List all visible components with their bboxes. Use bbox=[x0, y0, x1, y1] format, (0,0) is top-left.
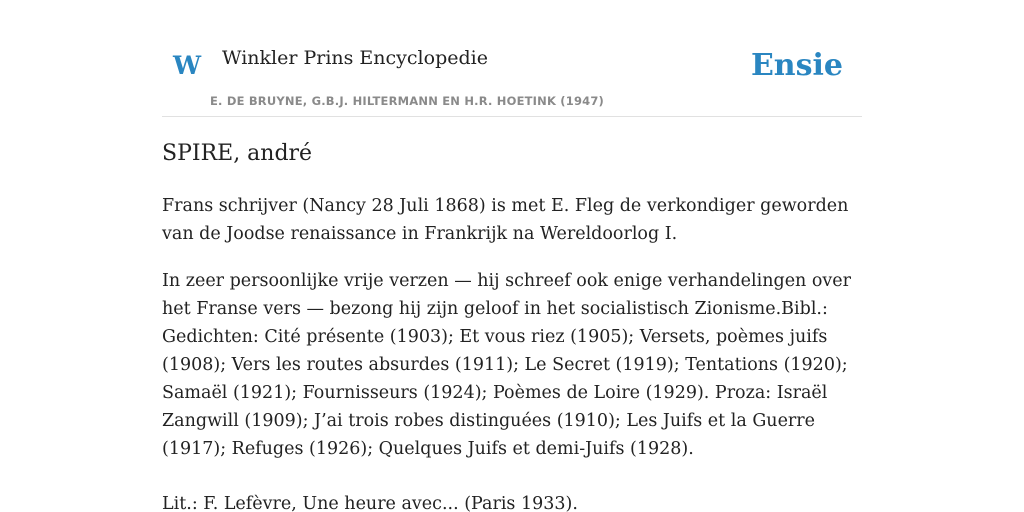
publication-title[interactable]: Winkler Prins Encyclopedie bbox=[222, 47, 488, 69]
winkler-prins-logo-icon[interactable]: W bbox=[173, 51, 202, 80]
encyclopedia-header bbox=[162, 0, 862, 117]
article-paragraph-works: In zeer persoonlijke vrije verzen — hij schreef ook enige verhandelingen over het Franse vers — bezong hij zijn geloof in het socialistisch Zionisme.Bibl.: Gedichten: Cité présente (1903); Et vous riez (1905); Versets, poèmes juifs (1908); Vers les routes absurdes (1911); Le Secret (1919); Tentations (1920); Samaël (1921); Fournisseurs (1924); Poèmes de Loire (1929). Proza: Israël Zangwill (1909); J’ai trois robes distinguées (1910); Les Juifs et la Guerre (1917); Refuges (1926); Quelques Juifs et demi-Juifs (1928). bbox=[162, 271, 852, 459]
ensie-logo[interactable]: Ensie bbox=[750, 48, 843, 83]
article-headword: SPIRE, andré bbox=[162, 141, 313, 166]
publication-authors: E. DE BRUYNE, G.B.J. HILTERMANN EN H.R. HOETINK (1947) bbox=[210, 94, 605, 108]
article-paragraph-intro: Frans schrijver (Nancy 28 Juli 1868) is met E. Fleg de verkondiger geworden van de Joodse renaissance in Frankrijk na Wereldoorlog I. bbox=[162, 196, 849, 244]
article-body bbox=[162, 130, 862, 512]
article-paragraph-literature: Lit.: F. Lefèvre, Une heure avec... (Paris 1933). bbox=[162, 494, 578, 512]
